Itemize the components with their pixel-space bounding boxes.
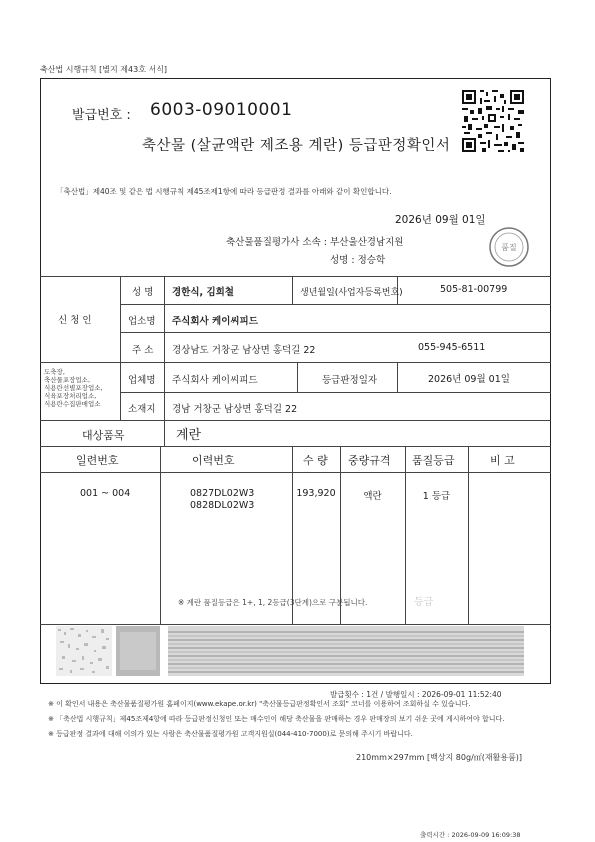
rule <box>120 332 551 333</box>
facility-label-line: 축산물포장업소, <box>44 376 91 384</box>
rule <box>164 276 165 420</box>
issue-date: 2026년 09월 01일 <box>395 214 486 226</box>
row-serial: 001 ~ 004 <box>80 488 131 499</box>
issuer-name <box>330 252 385 266</box>
grade-date: 2026년 09월 01일 <box>428 374 510 385</box>
trace-number: 0828DL02W3 <box>190 500 255 511</box>
facility-label-line: 식용란선별포장업소, <box>44 384 103 392</box>
seal-text: 품질 <box>501 243 517 252</box>
header-serial: 일련번호 <box>76 454 119 467</box>
name-value: 정승학 <box>357 255 386 266</box>
stamp-mark-icon <box>116 626 160 676</box>
facility-company-label: 업체명 <box>128 375 156 386</box>
form-note: 축산법 시행규칙 [별지 제43호 서식] <box>40 65 168 74</box>
security-pattern-icon <box>168 626 524 676</box>
applicant-company-label: 업소명 <box>128 316 156 327</box>
rule <box>40 420 551 421</box>
rule <box>164 420 165 446</box>
applicant-phone: 055-945-6511 <box>418 342 486 353</box>
paper-spec: 210mm×297mm [백상지 80g/㎡(재활용품)] <box>356 753 523 762</box>
row-weight: 액란 <box>363 491 382 502</box>
department-value: 부산울산경남지원 <box>330 237 404 248</box>
facility-label-line: 도축장, <box>44 368 65 376</box>
rule <box>397 362 398 392</box>
rule <box>160 446 161 624</box>
rule <box>40 362 551 363</box>
footer-note: ※ 등급판정 결과에 대해 이의가 있는 사람은 축산물품질평가원 고객지원실(044-410-7000)로 문의해 주시기 바랍니다. <box>48 730 413 738</box>
rule <box>120 392 551 393</box>
applicant-name: 경한식, 김희철 <box>172 287 234 298</box>
official-seal-icon <box>488 226 530 268</box>
trace-number: 0827DL02W3 <box>190 488 255 499</box>
rule <box>120 276 121 420</box>
grade-footnote: ※ 계란 품질등급은 1+, 1, 2등급(3단계)으로 구분됩니다. <box>178 598 368 607</box>
certificate-title: 축산물 (살균액란 제조용 계란) 등급판정확인서 <box>142 138 451 154</box>
header-remark: 비 고 <box>490 454 515 467</box>
facility-section-label <box>44 368 103 408</box>
issuer-department <box>226 234 403 248</box>
row-trace-numbers <box>190 488 254 512</box>
facility-location-label: 소재지 <box>128 404 156 415</box>
grade-footnote-faded: 등급 <box>414 597 434 608</box>
applicant-address: 경상남도 거창군 남상면 홍덕길 22 <box>172 345 316 356</box>
header-grade: 품질등급 <box>412 454 455 467</box>
rule <box>40 276 551 277</box>
grade-date-label: 등급판정일자 <box>322 375 378 386</box>
applicant-name-label: 성 명 <box>132 287 154 298</box>
rule <box>40 472 551 473</box>
department-label: 축산물품질평가사 소속 : <box>226 237 328 248</box>
rule <box>297 362 298 392</box>
issue-info: 발급횟수 : 1건 / 발행일시 : 2026-09-01 11:52:40 <box>330 690 502 699</box>
rule <box>120 304 551 305</box>
rule <box>405 446 406 624</box>
item-label: 대상품목 <box>82 429 125 442</box>
rule <box>40 446 551 447</box>
business-number-label: 생년월일(사업자등록번호) <box>300 288 403 298</box>
business-number: 505-81-00799 <box>440 284 508 295</box>
rule <box>468 446 469 624</box>
issue-number: 6003-09010001 <box>150 100 293 120</box>
security-pattern-icon <box>56 626 112 676</box>
print-time: 출력시간 : 2026-09-09 16:09:38 <box>420 831 521 839</box>
rule <box>292 276 293 304</box>
facility-label-line: 식육포장처리업소, <box>44 392 97 400</box>
header-quantity: 수 량 <box>303 454 328 467</box>
issue-number-label: 발급번호 : <box>72 108 131 123</box>
facility-label-line: 식용란수집판매업소 <box>44 400 101 408</box>
row-quantity: 193,920 <box>296 488 336 499</box>
rule <box>40 624 551 625</box>
footer-note: ※ 이 확인서 내용은 축산물품질평가원 홈페이지(www.ekape.or.kr) "축산물등급판정확인서 조회" 코너를 이용하여 조회하실 수 있습니다. <box>48 700 471 708</box>
facility-location: 경남 거창군 남상면 홍덕길 22 <box>172 404 298 415</box>
item-value: 계란 <box>176 428 202 443</box>
qr-code-icon <box>460 88 526 154</box>
header-trace-number: 이력번호 <box>192 454 235 467</box>
statement-text: 「축산법」제40조 및 같은 법 시행규칙 제45조제1항에 따라 등급판정 결과를 아래와 같이 확인합니다. <box>56 187 392 196</box>
facility-company: 주식회사 케이씨피드 <box>172 375 258 386</box>
name-label: 성명 : <box>330 255 355 266</box>
applicant-company: 주식회사 케이씨피드 <box>172 316 258 327</box>
footer-note: ※ 「축산법 시행규칙」제45조제4항에 따라 등급판정신청인 또는 매수인이 해당 축산물을 판매하는 경우 판매장의 보기 쉬운 곳에 게시하여야 합니다. <box>48 715 505 723</box>
row-grade: 1 등급 <box>422 491 451 502</box>
applicant-section-label: 신 청 인 <box>58 315 92 326</box>
header-weight: 중량규격 <box>348 454 391 467</box>
applicant-address-label: 주 소 <box>132 345 154 356</box>
